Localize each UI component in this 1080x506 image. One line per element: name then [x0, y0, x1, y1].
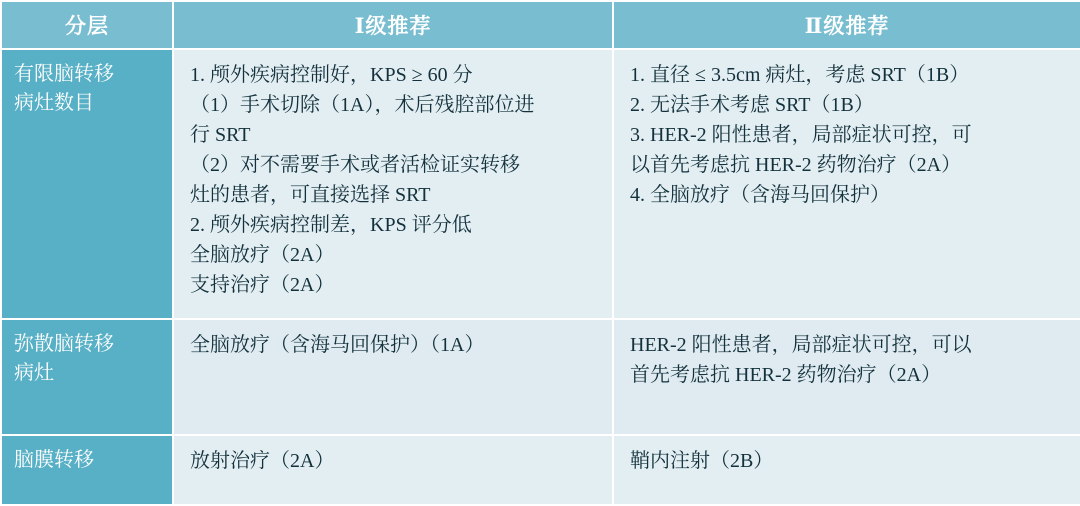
- rec2-text-2: HER-2 阳性患者，局部症状可控，可以 首先考虑抗 HER-2 药物治疗（2A）: [630, 334, 972, 386]
- table-row: [1, 435, 1080, 505]
- row-level-1-recommendation: [173, 49, 613, 319]
- strata-text-2: 弥散脑转移 病灶: [14, 333, 114, 384]
- rec1-text-3: 放射治疗（2A）: [190, 450, 335, 472]
- table-header: [1, 1, 1080, 49]
- column-header-level-2-recommendation: Ⅱ级推荐: [613, 1, 1080, 49]
- row-level-2-recommendation: [613, 319, 1080, 435]
- rec2-text-3: 鞘内注射（2B）: [630, 450, 774, 472]
- column-header-level-1-recommendation: Ⅰ级推荐: [173, 1, 613, 49]
- rec1-text-2: 全脑放疗（含海马回保护）（1A）: [190, 334, 485, 356]
- row-strata-label: [1, 319, 173, 435]
- row-level-1-recommendation: [173, 435, 613, 505]
- row-level-1-recommendation: [173, 319, 613, 435]
- table-row: [1, 319, 1080, 435]
- strata-text-1: 有限脑转移 病灶数目: [14, 63, 114, 114]
- table-row: [1, 49, 1080, 319]
- rec2-text-1: 1. 直径 ≤ 3.5cm 病灶，考虑 SRT（1B） 2. 无法手术考虑 SRT（1B） 3. HER-2 阳性患者，局部症状可控，可 以首先考虑抗 HER-2 药物治疗（2A） 4. 全脑放疗（含海马回保护）: [630, 64, 972, 206]
- row-level-2-recommendation: [613, 49, 1080, 319]
- table-header-row: [1, 1, 1080, 49]
- row-strata-label: [1, 49, 173, 319]
- strata-text-3: 脑膜转移: [14, 449, 94, 471]
- table-body: [1, 49, 1080, 505]
- row-level-2-recommendation: [613, 435, 1080, 505]
- column-header-strata: 分层: [1, 1, 173, 49]
- rec1-text-1: 1. 颅外疾病控制好，KPS ≥ 60 分 （1）手术切除（1A），术后残腔部位进 行 SRT （2）对不需要手术或者活检证实转移 灶的患者，可直接选择 SRT 2. 颅外疾病控制差，KPS 评分低 全脑放疗（2A） 支持治疗（2A）: [190, 64, 535, 296]
- row-strata-label: [1, 435, 173, 505]
